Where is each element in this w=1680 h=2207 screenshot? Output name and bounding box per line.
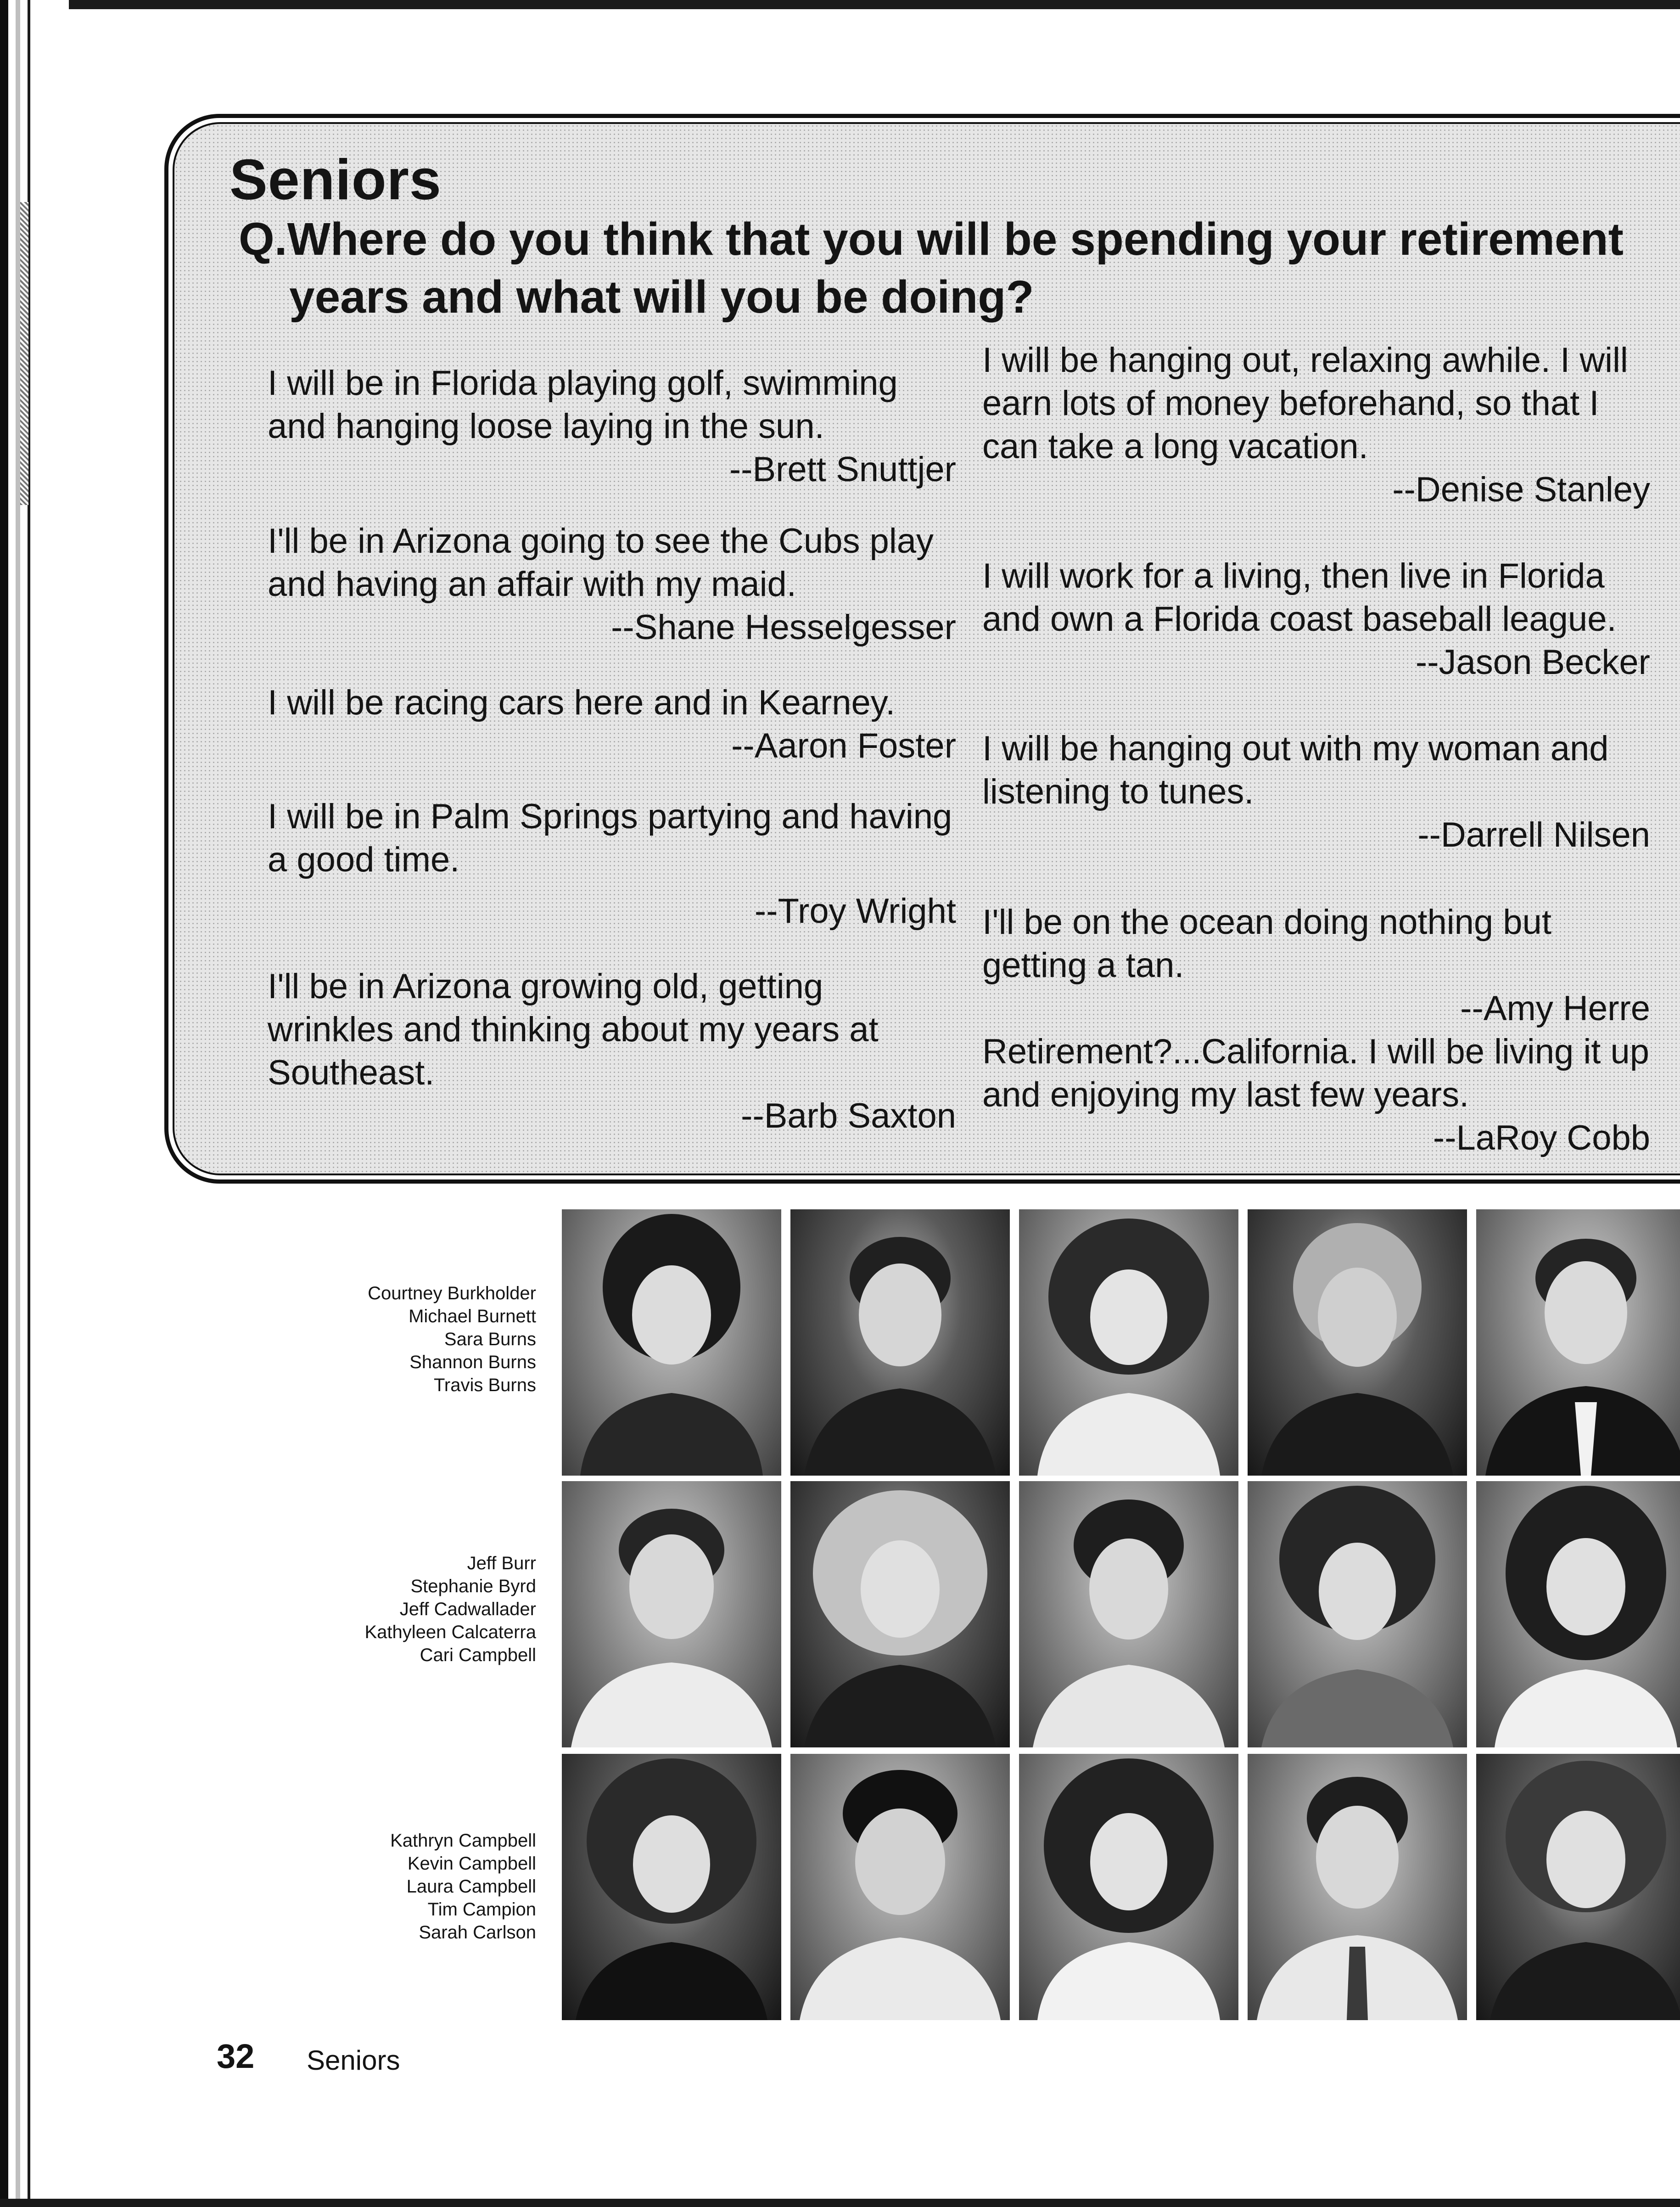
photo-row-2 (562, 1481, 1680, 1747)
student-name: Courtney Burkholder (368, 1283, 536, 1303)
student-name: Tim Campion (427, 1899, 536, 1920)
quote-jason-becker (982, 555, 1650, 684)
photo-row-2-names (298, 1552, 536, 1667)
quote-darrell-nilsen (982, 727, 1650, 857)
quote-author: --Aaron Foster (731, 726, 956, 765)
student-photo-kevin-campbell (790, 1754, 1010, 2020)
portrait-silhouette (1248, 1754, 1467, 2020)
portrait-silhouette (562, 1754, 781, 2020)
portrait-silhouette (1476, 1481, 1680, 1747)
quote-author: --Troy Wright (754, 892, 956, 931)
portrait-silhouette (1248, 1209, 1467, 1476)
student-name: Cari Campbell (420, 1645, 536, 1665)
quote-barb-saxton (268, 965, 956, 1138)
quote-author: --Jason Becker (1415, 643, 1650, 682)
quote-author: --LaRoy Cobb (1433, 1118, 1650, 1157)
bottom-rule (0, 2199, 1680, 2207)
student-photo-cari-campbell (1476, 1481, 1680, 1747)
student-name: Jeff Burr (467, 1553, 536, 1573)
page-binding-edge (0, 0, 69, 2207)
portrait-silhouette (1248, 1481, 1467, 1747)
portrait-silhouette (1019, 1754, 1238, 2020)
portrait-silhouette (562, 1209, 781, 1476)
student-name: Kathyleen Calcaterra (364, 1622, 536, 1642)
quote-author: --Darrell Nilsen (1417, 815, 1650, 854)
portrait-silhouette (790, 1754, 1010, 2020)
quote-author: --Barb Saxton (741, 1096, 956, 1135)
photo-row-3 (562, 1754, 1680, 2020)
photo-row-1-names (298, 1282, 536, 1397)
portrait-silhouette (790, 1209, 1010, 1476)
student-name: Travis Burns (433, 1375, 536, 1395)
student-photo-michael-burnett (790, 1209, 1010, 1476)
student-name: Kathryn Campbell (390, 1831, 536, 1851)
photo-row-1 (562, 1209, 1680, 1476)
quote-author: --Brett Snuttjer (729, 450, 956, 489)
binding-pattern-strip (20, 202, 28, 505)
quote-text: I will be hanging out with my woman and listening to tunes. (982, 729, 1609, 811)
quote-text: I'll be in Arizona going to see the Cubs play and having an affair with my maid. (268, 522, 934, 604)
student-photo-jeff-cadwallader (1019, 1481, 1238, 1747)
student-photo-kathryn-campbell (562, 1754, 781, 2020)
student-name: Sara Burns (444, 1329, 536, 1349)
student-name: Shannon Burns (409, 1352, 536, 1372)
quote-denise-stanley (982, 339, 1650, 511)
quote-text: Retirement?...California. I will be living it up and enjoying my last few years. (982, 1032, 1650, 1114)
student-photo-courtney-burkholder (562, 1209, 781, 1476)
student-photo-laura-campbell (1019, 1754, 1238, 2020)
student-photo-travis-burns (1476, 1209, 1680, 1476)
quote-laroy-cobb (982, 1030, 1650, 1160)
portrait-silhouette (1476, 1754, 1680, 2020)
quote-troy-wright (268, 795, 956, 933)
quote-text: I will be in Florida playing golf, swimming and hanging loose laying in the sun. (268, 364, 898, 446)
quote-text: I will be racing cars here and in Kearney. (268, 683, 896, 722)
student-photo-tim-campion (1248, 1754, 1467, 2020)
quote-text: I'll be on the ocean doing nothing but getting a tan. (982, 903, 1551, 985)
student-photo-kathyleen-calcaterra (1248, 1481, 1467, 1747)
student-photo-jeff-burr (562, 1481, 781, 1747)
question-text: Q.Where do you think that you will be spending your retirement years and what will you be doing? (239, 213, 1624, 323)
portrait-silhouette (1476, 1209, 1680, 1476)
quote-text: I will work for a living, then live in Florida and own a Florida coast baseball league. (982, 556, 1617, 639)
footer-section-label: Seniors (307, 2045, 400, 2076)
portrait-silhouette (1019, 1209, 1238, 1476)
student-name: Jeff Cadwallader (399, 1599, 536, 1619)
portrait-silhouette (562, 1481, 781, 1747)
student-photo-sarah-carlson (1476, 1754, 1680, 2020)
quote-text: I will be hanging out, relaxing awhile. I will earn lots of money beforehand, so that I can take a long vacation. (982, 341, 1628, 466)
quote-aaron-foster (268, 681, 956, 768)
student-name: Laura Campbell (406, 1876, 536, 1897)
student-name: Sarah Carlson (419, 1922, 536, 1943)
quote-amy-herre (982, 901, 1650, 1030)
student-name: Stephanie Byrd (410, 1576, 536, 1596)
quote-author: --Shane Hesselgesser (611, 608, 956, 647)
quote-text: I will be in Palm Springs partying and having a good time. (268, 797, 952, 879)
student-photo-stephanie-byrd (790, 1481, 1010, 1747)
student-photo-sara-burns (1019, 1209, 1238, 1476)
student-photo-shannon-burns (1248, 1209, 1467, 1476)
section-title: Seniors (230, 148, 442, 212)
portrait-silhouette (1019, 1481, 1238, 1747)
student-name: Kevin Campbell (407, 1853, 536, 1874)
photo-row-3-names (298, 1829, 536, 1944)
quote-shane-hesselgesser (268, 520, 956, 649)
page-number: 32 (217, 2037, 255, 2075)
quote-text: I'll be in Arizona growing old, getting wrinkles and thinking about my years at Southeast. (268, 967, 879, 1092)
student-name: Michael Burnett (409, 1306, 536, 1326)
top-rule (69, 0, 1680, 9)
quote-author: --Amy Herre (1460, 989, 1650, 1028)
portrait-silhouette (790, 1481, 1010, 1747)
quote-author: --Denise Stanley (1392, 470, 1650, 509)
quote-brett-snuttjer (268, 362, 956, 491)
